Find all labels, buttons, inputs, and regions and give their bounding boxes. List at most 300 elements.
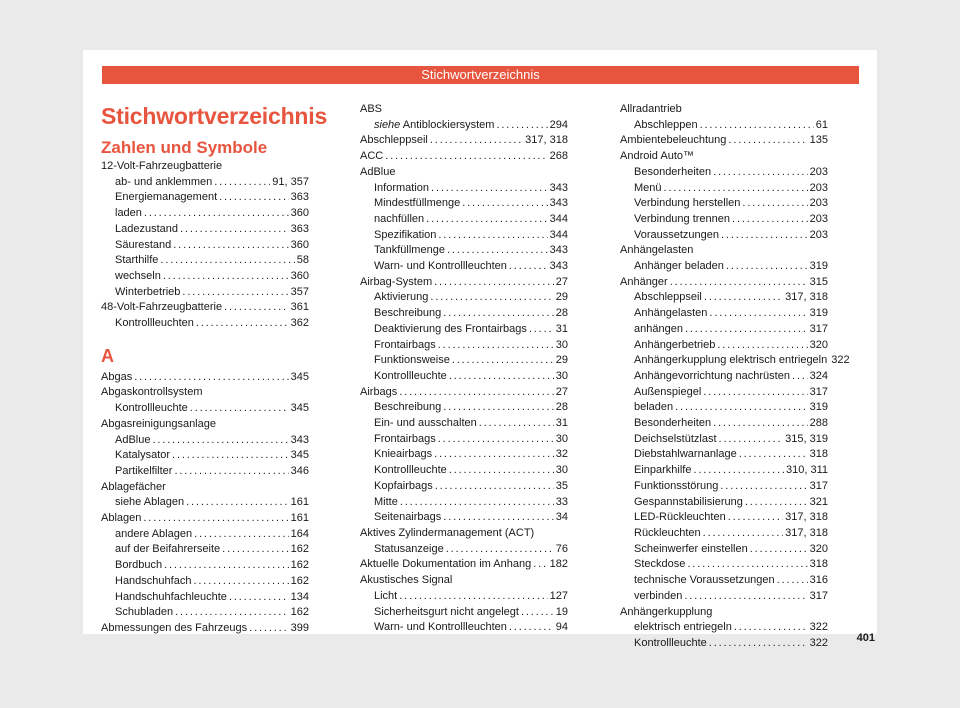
- index-subentry: [620, 463, 828, 479]
- entry-page-ref: 343: [549, 197, 568, 210]
- leader-dots: [182, 285, 288, 301]
- leader-dots: [163, 269, 289, 285]
- leader-dots: [430, 133, 523, 149]
- entry-term: Android Auto™: [620, 150, 694, 163]
- entry-term: Steckdose: [634, 558, 686, 571]
- index-entry: [620, 102, 828, 118]
- index-subentry: [101, 605, 309, 621]
- index-subentry: [360, 400, 568, 416]
- entry-term: Abschleppen: [634, 118, 698, 131]
- entry-term: Mitte: [374, 495, 398, 508]
- index-subentry: [620, 447, 828, 463]
- index-subentry: [620, 385, 828, 401]
- leader-dots: [229, 590, 289, 606]
- entry-page-ref: 345: [290, 402, 309, 415]
- entry-term: andere Ablagen: [115, 527, 193, 540]
- index-subentry: [101, 542, 309, 558]
- entry-term: Seitenairbags: [374, 511, 442, 524]
- entry-page-ref: 29: [555, 354, 568, 367]
- leader-dots: [713, 416, 808, 432]
- index-subentry: [360, 416, 568, 432]
- index-subentry: [360, 542, 568, 558]
- leader-dots: [720, 479, 807, 495]
- index-subentry: [360, 118, 568, 134]
- entry-page-ref: 135: [809, 134, 828, 147]
- index-entry: [360, 102, 568, 118]
- leader-dots: [533, 557, 547, 573]
- index-subentry: [620, 118, 828, 134]
- index-subentry: [101, 269, 309, 285]
- index-subentry: [101, 574, 309, 590]
- entry-term: Abmessungen des Fahrzeugs: [101, 621, 248, 634]
- leader-dots: [385, 149, 547, 165]
- entry-page-ref: 61: [815, 118, 828, 131]
- index-entry: [101, 417, 309, 433]
- leader-dots: [685, 322, 808, 338]
- entry-page-ref: 317: [809, 479, 828, 492]
- entry-term: Kontrollleuchte: [634, 636, 707, 649]
- entry-page-ref: 310, 311: [785, 464, 828, 477]
- leader-dots: [704, 290, 783, 306]
- index-subentry: [360, 243, 568, 259]
- index-column-2: [360, 102, 568, 636]
- index-entry: [360, 526, 568, 542]
- leader-dots: [664, 181, 808, 197]
- leader-dots: [479, 416, 554, 432]
- leader-dots: [693, 463, 784, 479]
- entry-page-ref: 343: [290, 433, 309, 446]
- leader-dots: [438, 338, 554, 354]
- entry-term: Anhängerkupplung: [620, 605, 713, 618]
- leader-dots: [449, 463, 554, 479]
- entry-page-ref: 343: [549, 244, 568, 257]
- index-subentry: [101, 316, 309, 332]
- entry-page-ref: 58: [296, 254, 309, 267]
- index-entry: [620, 133, 828, 149]
- leader-dots: [700, 118, 814, 134]
- entry-page-ref: 318: [809, 558, 828, 571]
- index-subentry: [620, 165, 828, 181]
- entry-page-ref: 162: [290, 559, 309, 572]
- entry-page-ref: 317, 318: [785, 511, 828, 524]
- entry-page-ref: 162: [290, 574, 309, 587]
- entry-page-ref: 315: [809, 275, 828, 288]
- index-subentry: [620, 432, 828, 448]
- index-subentry: [620, 338, 828, 354]
- entry-term: Einparkhilfe: [634, 464, 692, 477]
- entry-term: Außenspiegel: [634, 385, 702, 398]
- leader-dots: [713, 165, 808, 181]
- entry-term: Voraussetzungen: [634, 228, 720, 241]
- entry-term: Kontrollleuchten: [115, 317, 194, 330]
- entry-page-ref: 27: [555, 275, 568, 288]
- entry-term: Handschuhfachleuchte: [115, 590, 227, 603]
- entry-term: Besonderheiten: [634, 165, 712, 178]
- leader-dots: [438, 228, 547, 244]
- index-entry: [620, 275, 828, 291]
- leader-dots: [687, 557, 807, 573]
- index-subentry: [620, 542, 828, 558]
- index-subentry: [101, 285, 309, 301]
- index-subentry: [620, 322, 828, 338]
- leader-dots: [173, 238, 288, 254]
- leader-dots: [750, 542, 808, 558]
- entry-term: Kontrollleuchte: [374, 369, 447, 382]
- index-subentry: [360, 228, 568, 244]
- entry-page-ref: 317: [809, 589, 828, 602]
- entry-page-ref: 399: [290, 621, 309, 634]
- entry-page-ref: 31: [555, 417, 568, 430]
- entry-page-ref: 346: [290, 464, 309, 477]
- index-subentry: [360, 259, 568, 275]
- entry-page-ref: 94: [555, 621, 568, 634]
- index-subentry: [360, 338, 568, 354]
- entry-page-ref: 319: [809, 401, 828, 414]
- entry-page-ref: 343: [549, 181, 568, 194]
- entry-term: Aktuelle Dokumentation im Anhang: [360, 558, 532, 571]
- index-subentry: [620, 400, 828, 416]
- leader-dots: [728, 133, 807, 149]
- index-subentry: [620, 353, 850, 369]
- leader-dots: [443, 306, 553, 322]
- index-subentry: [620, 181, 828, 197]
- leader-dots: [777, 573, 808, 589]
- index-column-3: [620, 102, 850, 652]
- entry-page-ref: 322: [809, 636, 828, 649]
- index-subentry: [360, 290, 568, 306]
- entry-term: Ablagefächer: [101, 480, 166, 493]
- leader-dots: [214, 175, 270, 191]
- leader-dots: [249, 621, 288, 637]
- entry-term: Energiemanagement: [115, 191, 218, 204]
- entry-term: Deaktivierung des Frontairbags: [374, 322, 527, 335]
- index-subentry: [360, 463, 568, 479]
- leader-dots: [194, 527, 289, 543]
- leader-dots: [431, 181, 548, 197]
- leader-dots: [443, 510, 553, 526]
- entry-term: Ladezustand: [115, 222, 178, 235]
- entry-page-ref: 344: [549, 212, 568, 225]
- leader-dots: [224, 300, 289, 316]
- leader-dots: [144, 206, 289, 222]
- entry-term: Abschleppseil: [360, 134, 428, 147]
- entry-term: Diebstahlwarnanlage: [634, 448, 737, 461]
- entry-page-ref: 317, 318: [525, 134, 568, 147]
- entry-page-ref: 288: [809, 417, 828, 430]
- leader-dots: [739, 447, 808, 463]
- index-subentry: [101, 590, 309, 606]
- entry-term: anhängen: [634, 322, 683, 335]
- entry-term: Anhängelasten: [634, 307, 708, 320]
- index-subentry: [620, 526, 828, 542]
- entry-term: laden: [115, 207, 142, 220]
- entry-page-ref: 360: [290, 269, 309, 282]
- index-subentry: [620, 557, 828, 573]
- index-subentry: [360, 589, 568, 605]
- index-entry: [360, 275, 568, 291]
- entry-term: LED-Rückleuchten: [634, 511, 726, 524]
- entry-term: ab- und anklemmen: [115, 175, 213, 188]
- leader-dots: [434, 275, 554, 291]
- page-title: Stichwortverzeichnis: [101, 103, 328, 129]
- leader-dots: [462, 196, 547, 212]
- entry-page-ref: 28: [555, 307, 568, 320]
- entry-term: Frontairbags: [374, 432, 436, 445]
- leader-dots: [734, 620, 808, 636]
- leader-dots: [435, 479, 554, 495]
- entry-page-ref: 294: [549, 118, 568, 131]
- entry-term: Schubladen: [115, 606, 174, 619]
- leader-dots: [675, 400, 807, 416]
- entry-term: Mindestfüllmenge: [374, 197, 461, 210]
- entry-term: Akustisches Signal: [360, 574, 453, 587]
- index-entry: [620, 243, 828, 259]
- entry-term: Funktionsweise: [374, 354, 450, 367]
- entry-term: Funktionsstörung: [634, 479, 719, 492]
- entry-term: Statusanzeige: [374, 542, 444, 555]
- entry-term: Beschreibung: [374, 307, 442, 320]
- entry-page-ref: 29: [555, 291, 568, 304]
- leader-dots: [430, 290, 553, 306]
- index-subentry: [620, 479, 828, 495]
- index-subentry: [360, 495, 568, 511]
- entry-page-ref: 362: [290, 317, 309, 330]
- index-subentry: [360, 447, 568, 463]
- entry-page-ref: 127: [549, 589, 568, 602]
- index-subentry: [360, 212, 568, 228]
- index-entry: [360, 133, 568, 149]
- entry-page-ref: 164: [290, 527, 309, 540]
- entry-page-ref: 162: [290, 606, 309, 619]
- entry-page-ref: 30: [555, 369, 568, 382]
- entry-term: Anhängelasten: [620, 244, 694, 257]
- index-entry: [360, 149, 568, 165]
- leader-dots: [670, 275, 808, 291]
- column-entries: [620, 102, 850, 652]
- index-subentry: [101, 448, 309, 464]
- entry-term: Tankfüllmenge: [374, 244, 445, 257]
- entry-page-ref: 357: [290, 285, 309, 298]
- entry-term: Ambientebeleuchtung: [620, 134, 727, 147]
- leader-dots: [684, 589, 807, 605]
- entry-page-ref: 76: [555, 542, 568, 555]
- leader-dots: [438, 432, 554, 448]
- leader-dots: [426, 212, 547, 228]
- entry-see-reference: siehe: [374, 118, 401, 131]
- entry-term: Rückleuchten: [634, 526, 701, 539]
- index-subentry: [360, 620, 568, 636]
- index-subentry: [620, 228, 828, 244]
- page-number: 401: [856, 632, 875, 644]
- entry-page-ref: 19: [555, 605, 568, 618]
- index-subentry: [360, 353, 568, 369]
- leader-dots: [719, 432, 784, 448]
- leader-dots: [186, 495, 289, 511]
- index-entry: [360, 557, 568, 573]
- leader-dots: [447, 243, 548, 259]
- index-subentry: [620, 196, 828, 212]
- entry-page-ref: 161: [290, 512, 309, 525]
- entry-term: Verbindung herstellen: [634, 197, 741, 210]
- entry-page-ref: 268: [549, 150, 568, 163]
- section-heading: Zahlen und Symbole: [101, 138, 268, 157]
- entry-term: Abgas: [101, 370, 133, 383]
- entry-page-ref: 316: [809, 574, 828, 587]
- entry-term: Gespannstabilisierung: [634, 495, 743, 508]
- entry-term: Airbag-System: [360, 275, 433, 288]
- entry-term: nachfüllen: [374, 212, 425, 225]
- leader-dots: [399, 589, 547, 605]
- leader-dots: [509, 620, 554, 636]
- index-subentry: [101, 401, 309, 417]
- entry-term: Knieairbags: [374, 448, 433, 461]
- column-entries: [360, 102, 568, 636]
- leader-dots: [222, 542, 288, 558]
- entry-term: Aktives Zylindermanagement (ACT): [360, 526, 535, 539]
- leader-dots: [792, 369, 808, 385]
- entry-term: Partikelfilter: [115, 464, 173, 477]
- entry-page-ref: 31: [555, 322, 568, 335]
- entry-term: Bordbuch: [115, 559, 163, 572]
- index-entry: [620, 149, 828, 165]
- entry-term: Säurestand: [115, 238, 172, 251]
- leader-dots: [521, 605, 554, 621]
- entry-term: Kontrollleuchte: [115, 402, 188, 415]
- entry-page-ref: 321: [809, 495, 828, 508]
- leader-dots: [703, 385, 807, 401]
- entry-page-ref: 203: [809, 181, 828, 194]
- index-subentry: [101, 558, 309, 574]
- entry-term: Anhängevorrichtung nachrüsten: [634, 369, 790, 382]
- index-entry: [101, 159, 309, 175]
- entry-page-ref: 315, 319: [785, 432, 828, 445]
- entry-page-ref: 30: [555, 432, 568, 445]
- entry-term: siehe Ablagen: [115, 496, 185, 509]
- entry-term: Abgasreinigungsanlage: [101, 417, 216, 430]
- entry-page-ref: 162: [290, 543, 309, 556]
- leader-dots: [400, 495, 554, 511]
- entry-term: beladen: [634, 401, 674, 414]
- entry-term: Winterbetrieb: [115, 285, 181, 298]
- leader-dots: [509, 259, 548, 275]
- index-entry: [101, 385, 309, 401]
- entry-page-ref: 203: [809, 228, 828, 241]
- entry-page-ref: 30: [555, 464, 568, 477]
- entry-term: Besonderheiten: [634, 417, 712, 430]
- entry-term: Sicherheitsgurt nicht angelegt: [374, 605, 519, 618]
- leader-dots: [180, 222, 289, 238]
- index-entry: [101, 370, 309, 386]
- index-subentry: [620, 573, 828, 589]
- entry-page-ref: 35: [555, 479, 568, 492]
- entry-page-ref: 33: [555, 495, 568, 508]
- leader-dots: [152, 433, 288, 449]
- entry-page-ref: 360: [290, 238, 309, 251]
- leader-dots: [703, 526, 784, 542]
- index-entry: [101, 480, 309, 496]
- entry-term: Kopfairbags: [374, 479, 433, 492]
- entry-page-ref: 34: [555, 511, 568, 524]
- entry-page-ref: 28: [555, 401, 568, 414]
- leader-dots: [443, 400, 553, 416]
- index-subentry: [620, 495, 828, 511]
- index-entry: [360, 165, 568, 181]
- index-entry: [360, 573, 568, 589]
- entry-term: Abgaskontrollsystem: [101, 386, 203, 399]
- entry-term: Abschleppseil: [634, 291, 702, 304]
- entry-term: wechseln: [115, 269, 161, 282]
- entry-term: technische Voraussetzungen: [634, 574, 775, 587]
- leader-dots: [452, 353, 554, 369]
- index-subentry: [620, 416, 828, 432]
- entry-page-ref: 360: [290, 207, 309, 220]
- entry-term: Verbindung trennen: [634, 212, 731, 225]
- entry-page-ref: 363: [290, 222, 309, 235]
- entry-page-ref: 27: [555, 385, 568, 398]
- index-entry: [360, 385, 568, 401]
- entry-term: Anhänger: [620, 275, 668, 288]
- entry-page-ref: 319: [809, 260, 828, 273]
- index-subentry: [360, 510, 568, 526]
- leader-dots: [726, 259, 808, 275]
- index-subentry: [101, 433, 309, 449]
- leader-dots: [196, 316, 289, 332]
- entry-page-ref: 363: [290, 191, 309, 204]
- entry-term: Aktivierung: [374, 291, 429, 304]
- entry-page-ref: 361: [290, 301, 309, 314]
- index-entry: [620, 605, 828, 621]
- index-subentry: [620, 369, 828, 385]
- entry-page-ref: 344: [549, 228, 568, 241]
- column-entries: [101, 138, 309, 637]
- entry-term: 48-Volt-Fahrzeugbatterie: [101, 301, 223, 314]
- entry-page-ref: 322: [809, 621, 828, 634]
- index-subentry: [101, 495, 309, 511]
- entry-term: Beschreibung: [374, 401, 442, 414]
- leader-dots: [745, 495, 808, 511]
- leader-dots: [496, 118, 547, 134]
- leader-dots: [190, 401, 289, 417]
- index-subentry: [101, 222, 309, 238]
- leader-dots: [160, 253, 294, 269]
- leader-dots: [728, 510, 783, 526]
- entry-term: Warn- und Kontrollleuchten: [374, 621, 507, 634]
- leader-dots: [717, 338, 807, 354]
- entry-term: Frontairbags: [374, 338, 436, 351]
- entry-page-ref: 30: [555, 338, 568, 351]
- index-subentry: [360, 605, 568, 621]
- entry-page-ref: 161: [290, 496, 309, 509]
- index-subentry: [360, 306, 568, 322]
- index-subentry: [360, 181, 568, 197]
- entry-page-ref: 322: [831, 354, 850, 367]
- index-entry: [101, 300, 309, 316]
- entry-term: ABS: [360, 103, 383, 115]
- leader-dots: [709, 306, 807, 322]
- index-subentry: [620, 212, 828, 228]
- entry-term: Anhänger beladen: [634, 260, 724, 273]
- entry-term: elektrisch entriegeln: [634, 621, 732, 634]
- leader-dots: [399, 385, 553, 401]
- index-subentry: [620, 589, 828, 605]
- entry-page-ref: 317, 318: [785, 291, 828, 304]
- entry-term: AdBlue: [115, 433, 151, 446]
- index-subentry: [360, 196, 568, 212]
- index-subentry: [360, 479, 568, 495]
- entry-term: Anhängerbetrieb: [634, 338, 716, 351]
- index-subentry: [620, 259, 828, 275]
- entry-term: Handschuhfach: [115, 574, 192, 587]
